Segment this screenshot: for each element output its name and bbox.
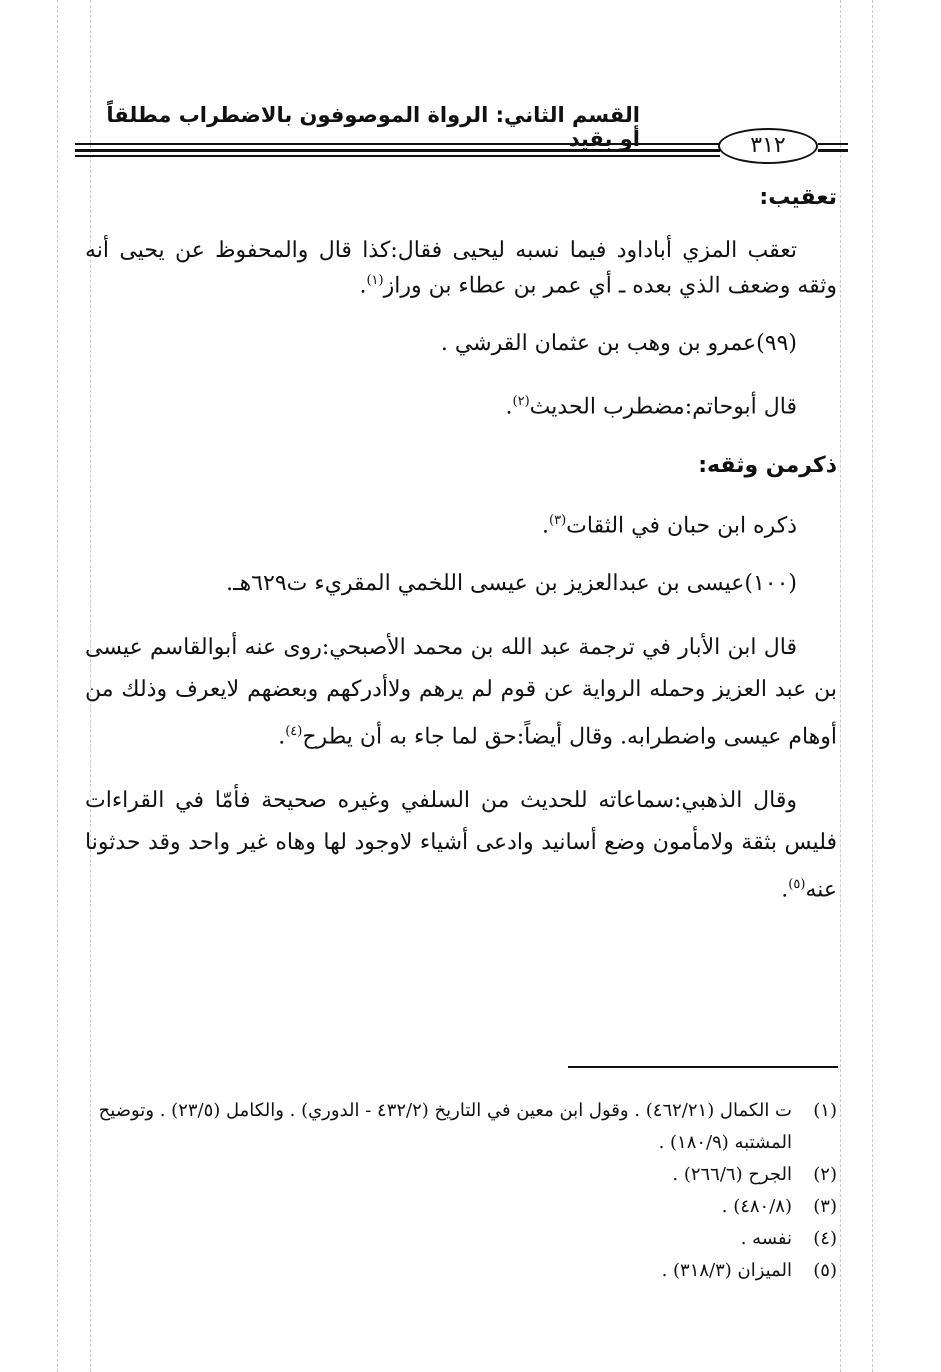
footnote-text: (٤٨٠/٨) . — [721, 1196, 792, 1217]
footnote-number: (٣) — [813, 1196, 837, 1217]
footnote-item — [85, 1159, 837, 1191]
scan-guide-line — [872, 0, 873, 1372]
footnote-ref: (٣) — [549, 512, 567, 528]
footnote-text: الميزان (٣١٨/٣) . — [661, 1260, 792, 1281]
footnote-number: (٢) — [813, 1164, 837, 1185]
footnote-item — [85, 1095, 837, 1159]
paragraph-text: وقال الذهبي:سماعاته للحديث من السلفي وغيره صحيحة فأمّا في القراءات فليس بثقة ولامأمون وضع أسانيد وادعى أشياء لاوجود لها وهاه غير واحد وقد حدثونا عنه — [85, 788, 837, 903]
footnote-ref: (٥) — [788, 877, 806, 893]
footnote-item — [85, 1255, 837, 1287]
footnote-number: (٥) — [813, 1260, 837, 1281]
main-text — [85, 185, 837, 912]
abu-hatim-quote: قال أبوحاتم:مضطرب الحديث$^{(٢)}$. — [505, 394, 797, 420]
section-heading-dhikr: ذكرمن وثقه: — [698, 452, 837, 478]
footnote-ref: (٤) — [285, 723, 303, 739]
section-heading-taqib: تعقيب: — [759, 185, 837, 210]
footnotes — [85, 1095, 837, 1287]
entry-99-title: (٩٩)عمرو بن وهب بن عثمان القرشي . — [440, 331, 797, 357]
paragraph-text: قال أبوحاتم:مضطرب الحديث — [529, 394, 797, 420]
ibn-al-abbar-quote: قال ابن الأبار في ترجمة عبد الله بن محمد الأصبحي:روى عنه أبوالقاسم عيسى بن عبد العزيز وحمله الرواية عن قوم لم يرهم ولاأدركهم وبعضهم لايعرف وذلك من أوهام عيسى واضطرابه. وقال أيضاً:حق لما جاء به أن يطرح$^{(٤)}$. — [85, 634, 837, 750]
header-rule — [75, 149, 720, 152]
footnote-item — [85, 1191, 837, 1223]
header-rule — [75, 143, 720, 145]
footnote-number: (١) — [813, 1100, 837, 1121]
header-rule — [75, 155, 720, 157]
footnote-ref: (١) — [366, 273, 384, 288]
header-rule — [818, 149, 848, 152]
footnote-separator — [568, 1066, 838, 1068]
footnote-text: الجرح (٢٦٦/٦) . — [672, 1164, 792, 1185]
page-number: ٣١٢ — [718, 128, 818, 164]
running-title: القسم الثاني: الرواة الموصوفون بالاضطراب مطلقاً أو بقيد — [106, 103, 640, 151]
scan-guide-line — [57, 0, 58, 1372]
paragraph-taqib: تعقب المزي أباداود فيما نسبه ليحيى فقال:كذا قال والمحفوظ عن يحيى أنه وثقه وضعف الذي بعده ـ أي عمر بن عطاء بن وراز$^{(١)}$. — [85, 238, 837, 299]
footnote-item — [85, 1223, 837, 1255]
dhahabi-quote: وقال الذهبي:سماعاته للحديث من السلفي وغيره صحيحة فأمّا في القراءات فليس بثقة ولامأمون وضع أسانيد وادعى أشياء لاوجود لها وهاه غير واحد وقد حدثونا عنه$^{(٥)}$. — [85, 788, 837, 903]
header-rule — [818, 143, 848, 145]
paragraph-text: ذكره ابن حبان في الثقات — [566, 512, 797, 538]
paragraph-text: قال ابن الأبار في ترجمة عبد الله بن محمد الأصبحي:روى عنه أبوالقاسم عيسى بن عبد العزيز وحمله الرواية عن قوم لم يرهم ولاأدركهم وبعضهم لايعرف وذلك من أوهام عيسى واضطرابه. وقال أيضاً:حق لما جاء به أن يطرح — [85, 634, 837, 750]
paragraph-text: تعقب المزي أباداود فيما نسبه ليحيى فقال:كذا قال والمحفوظ عن يحيى أنه وثقه وضعف الذي بعده ـ أي عمر بن عطاء بن وراز — [85, 238, 837, 299]
footnote-text: ت الكمال (٤٦٢/٢١) . وقول ابن معين في التاريخ (٤٣٢/٢ - الدوري) . والكامل (٢٣/٥) . وتوضيح المشتبه (١٨٠/٩) . — [98, 1100, 792, 1153]
footnote-text: نفسه . — [740, 1228, 792, 1249]
footnote-number: (٤) — [813, 1228, 837, 1249]
scan-guide-line — [840, 0, 841, 1372]
ibn-hibban-mention: ذكره ابن حبان في الثقات$^{(٣)}$. — [542, 512, 797, 538]
entry-100-title: (١٠٠)عيسى بن عبدالعزيز بن عيسى اللخمي المقريء ت٦٢٩هـ. — [226, 570, 797, 596]
footnote-ref: (٢) — [512, 394, 530, 410]
